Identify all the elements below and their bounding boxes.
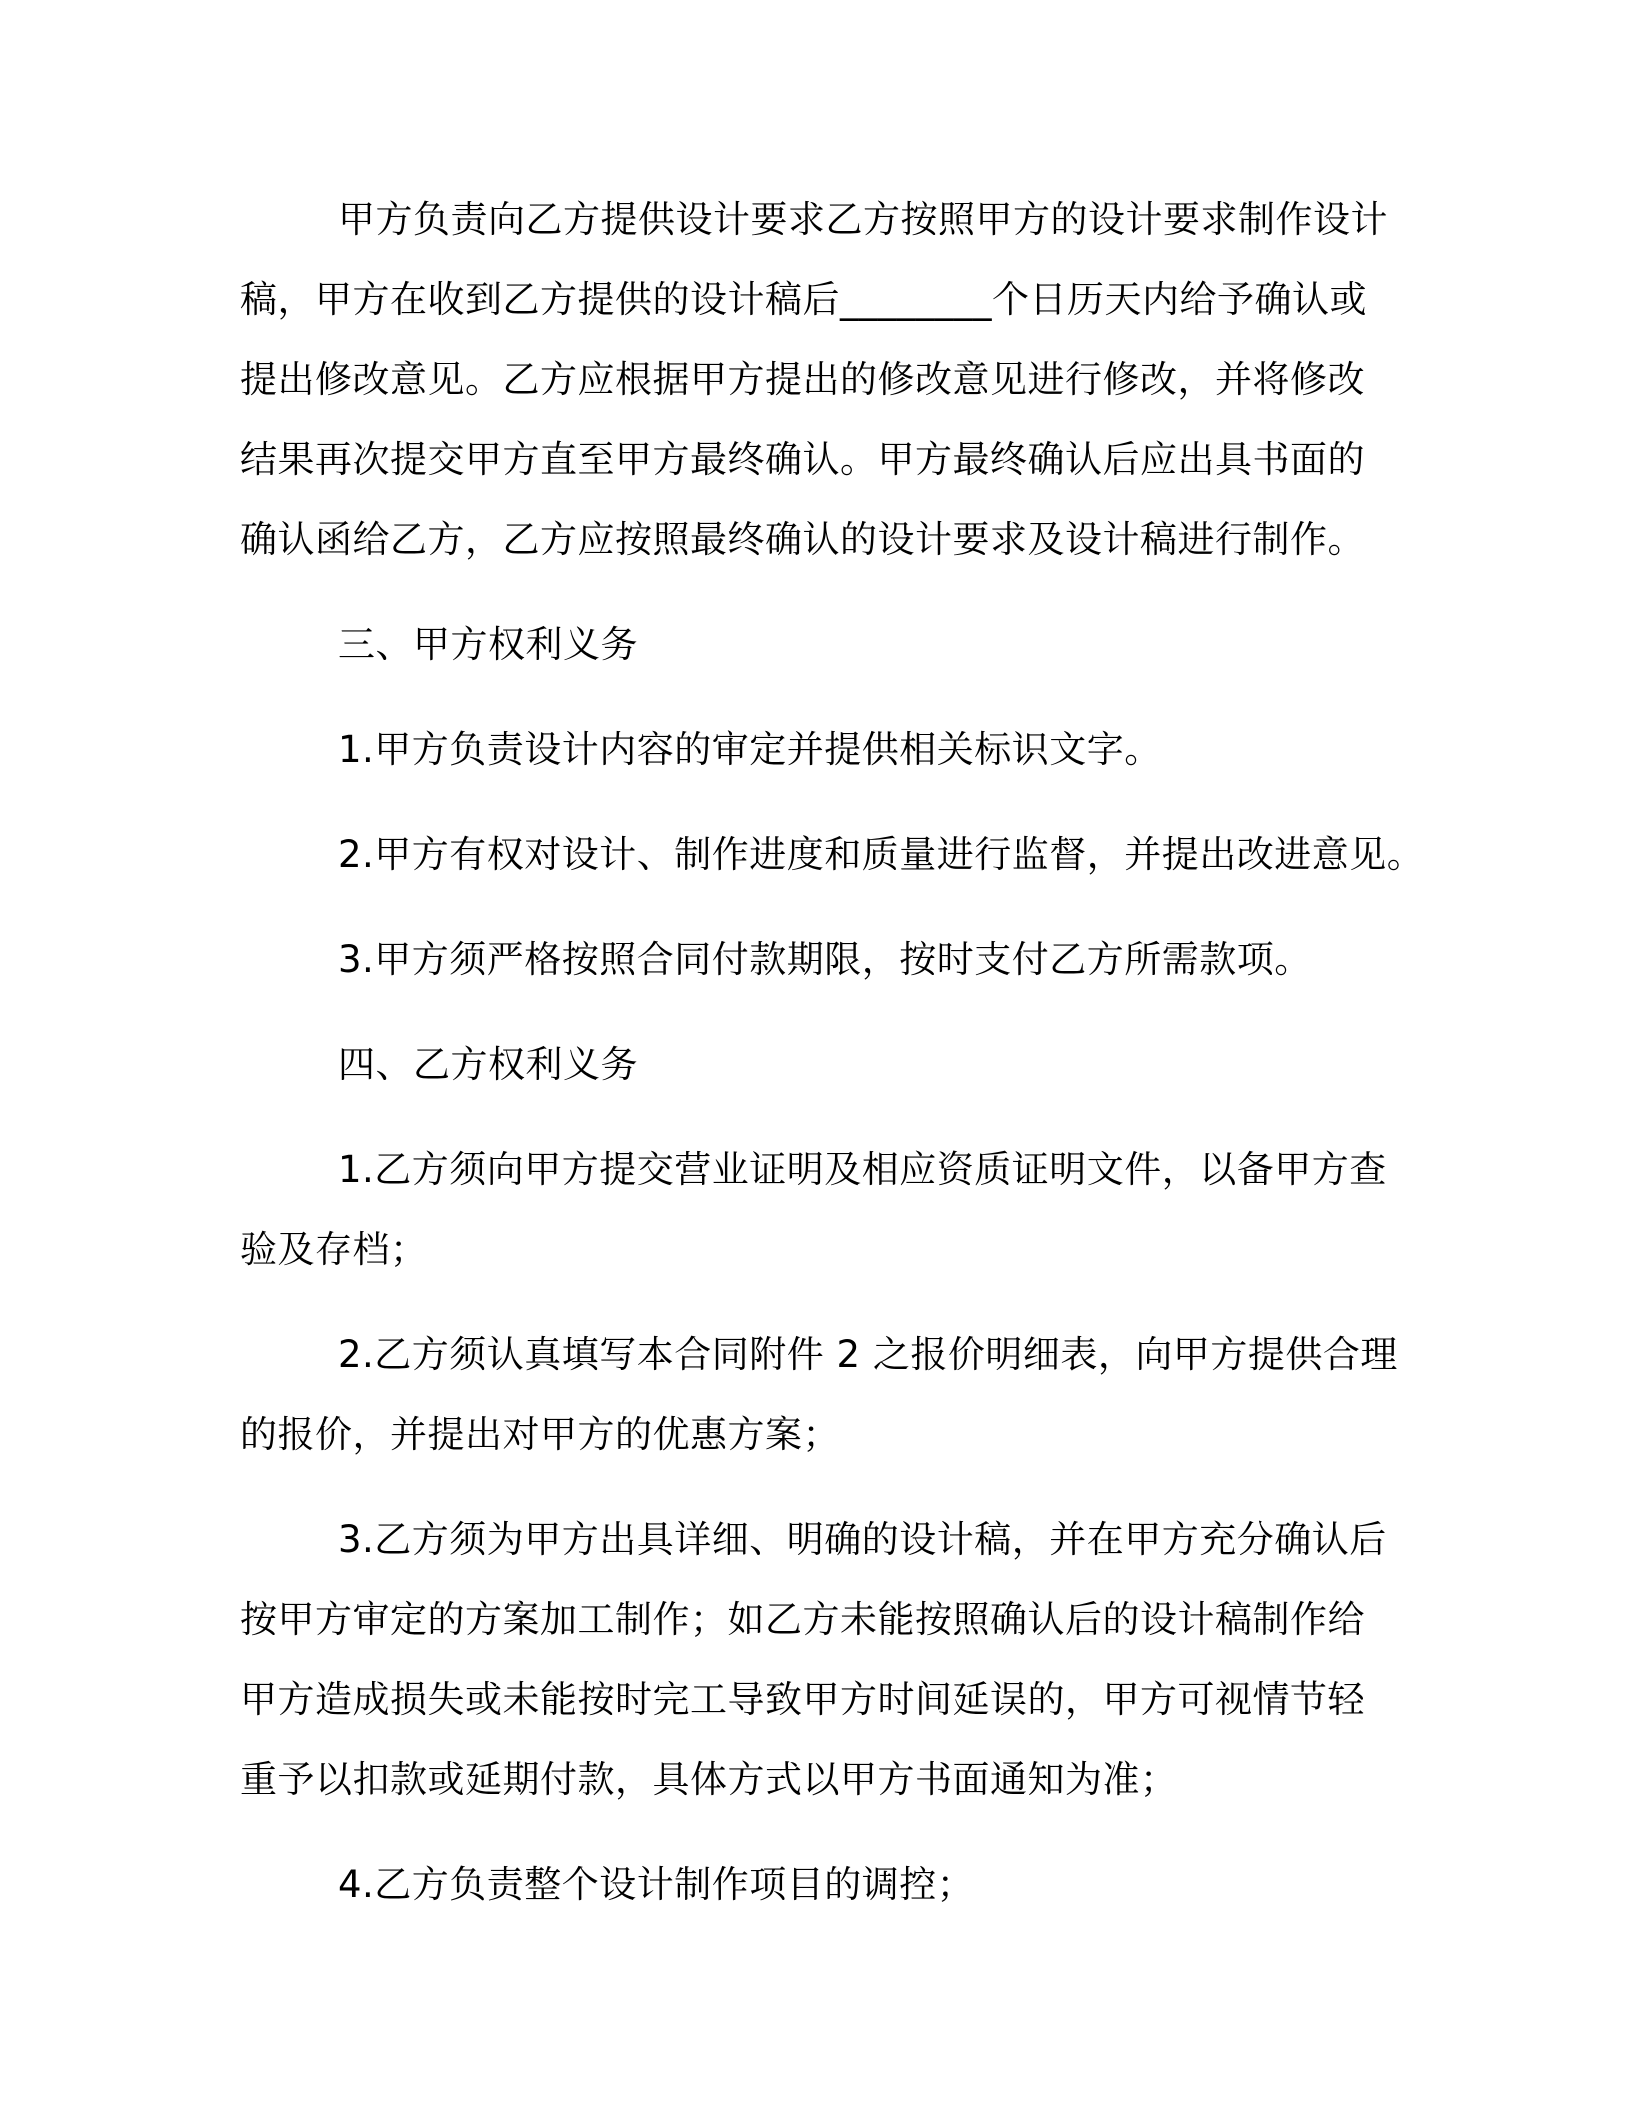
text-line: 1.乙方须向甲方提交营业证明及相应资质证明文件，以备甲方查: [338, 1148, 1387, 1191]
clause-party-b-4: [240, 1845, 1400, 1925]
section-heading-party-a: 三、甲方权利义务: [338, 623, 638, 666]
text-line: 3.乙方须为甲方出具详细、明确的设计稿，并在甲方充分确认后: [338, 1518, 1387, 1561]
text-line: 2.甲方有权对设计、制作进度和质量进行监督，并提出改进意见。: [338, 833, 1425, 876]
document-page: [240, 180, 1425, 1925]
text-line: 提出修改意见。乙方应根据甲方提出的修改意见进行修改，并将修改: [240, 358, 1365, 401]
clause-party-b-3: [240, 1500, 1400, 1820]
clause-party-b-1: [240, 1130, 1400, 1290]
clause-party-a-3: [240, 920, 1400, 1000]
text-line: 按甲方审定的方案加工制作；如乙方未能按照确认后的设计稿制作给: [240, 1598, 1365, 1641]
text-line: 甲方造成损失或未能按时完工导致甲方时间延误的，甲方可视情节轻: [240, 1678, 1365, 1721]
text-line: 1.甲方负责设计内容的审定并提供相关标识文字。: [338, 728, 1162, 771]
text-line: 结果再次提交甲方直至甲方最终确认。甲方最终确认后应出具书面的: [240, 438, 1365, 481]
clause-party-a-1: [240, 710, 1400, 790]
paragraph-design-approval: [240, 180, 1400, 580]
text-line: 4.乙方负责整个设计制作项目的调控；: [338, 1863, 975, 1906]
clause-party-a-2: [240, 815, 1425, 895]
clause-party-b-2: [240, 1315, 1400, 1475]
text-line: 甲方负责向乙方提供设计要求乙方按照甲方的设计要求制作设计: [338, 198, 1388, 241]
text-line: 的报价，并提出对甲方的优惠方案；: [240, 1413, 840, 1456]
text-line: 确认函给乙方，乙方应按照最终确认的设计要求及设计稿进行制作。: [240, 518, 1365, 561]
text-line: 稿，甲方在收到乙方提供的设计稿后________个日历天内给予确认或: [240, 278, 1367, 321]
section-heading-party-b: 四、乙方权利义务: [338, 1043, 638, 1086]
text-line: 重予以扣款或延期付款，具体方式以甲方书面通知为准；: [240, 1758, 1178, 1801]
text-line: 3.甲方须严格按照合同付款期限，按时支付乙方所需款项。: [338, 938, 1312, 981]
text-line: 2.乙方须认真填写本合同附件 2 之报价明细表，向甲方提供合理: [338, 1333, 1398, 1376]
text-line: 验及存档；: [240, 1228, 428, 1271]
